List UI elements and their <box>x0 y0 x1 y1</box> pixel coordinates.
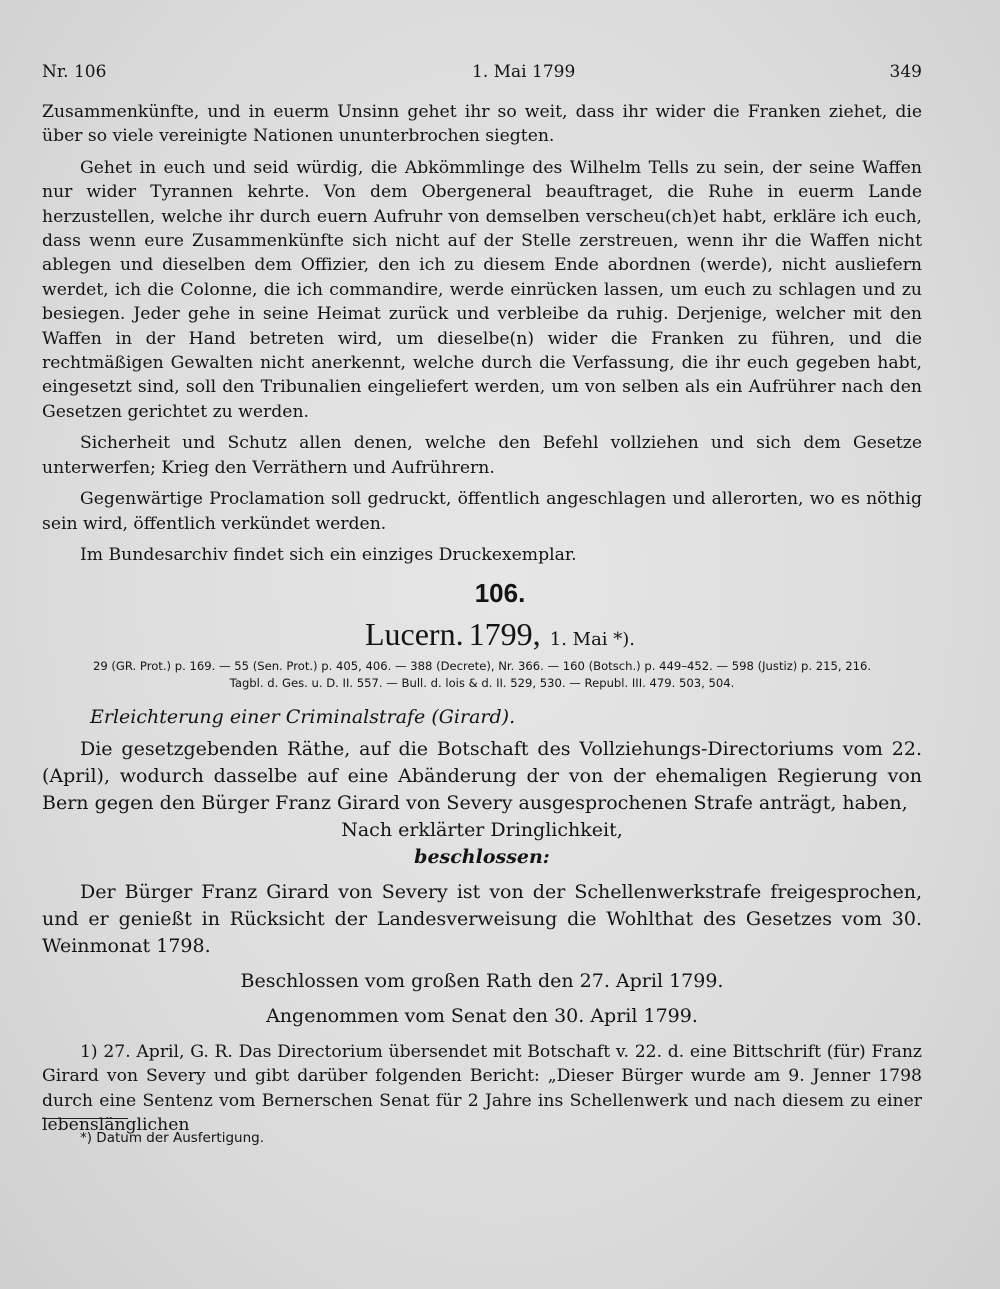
running-date: 1. Mai 1799 <box>472 62 576 82</box>
page-number: 349 <box>889 62 922 82</box>
closing-senate: Angenommen vom Senat den 30. April 1799. <box>266 1005 698 1027</box>
source-line: 29 (GR. Prot.) p. 169. — 55 (Sen. Prot.) p. 405, 406. — 388 (Decrete), Nr. 366. — 160 (Botsch.) p. 449–452. — 598 (Justiz) p. 215, 216. <box>92 659 872 673</box>
paragraph: Gegenwärtige Proclamation soll gedruckt, öffentlich angeschlagen und allerorten, wo es nöthig sein wird, öffentlich verkündet werden. <box>42 489 922 534</box>
footnote: *) Datum der Ausfertigung. <box>80 1130 265 1146</box>
doc-reference: Nr. 106 <box>42 62 107 82</box>
editorial-notes <box>42 1040 922 1138</box>
closing-great-council: Beschlossen vom großen Rath den 27. April 1799. <box>240 970 724 992</box>
decision: Der Bürger Franz Girard von Severy ist von der Schellenwerkstrafe freigesprochen, und er genießt in Rücksicht der Landesverweisung die Wohlthat des Gesetzes vom 30. Weinmonat 1798. <box>42 881 922 957</box>
resolved-line: beschlossen: <box>414 846 550 868</box>
document-year: 1799, <box>468 616 541 652</box>
document-place: Lucern. <box>364 616 464 652</box>
document-date: 1. Mai *). <box>549 629 636 650</box>
preamble: Die gesetzgebenden Räthe, auf die Botschaft des Vollziehungs-Directoriums vom 22. (April), wodurch dasselbe auf eine Abänderung der von der ehemaligen Regierung von Bern gegen den Bürger Franz Girard von Severy ausgesprochenen Strafe anträgt, haben, <box>42 738 922 814</box>
document-subject: Erleichterung einer Criminalstrafe (Girard). <box>90 706 516 728</box>
paragraph: Sicherheit und Schutz allen denen, welche den Befehl vollziehen und sich dem Gesetze unterwerfen; Krieg den Verräthern und Aufrührern. <box>42 433 922 478</box>
source-line: Tagbl. d. Ges. u. D. II. 557. — Bull. d. lois & d. II. 529, 530. — Republ. III. 479. 503, 504. <box>229 676 735 690</box>
document-heading <box>0 616 1000 653</box>
source-references <box>42 658 922 692</box>
note: 1) 27. April, G. R. Das Directorium übersendet mit Botschaft v. 22. d. eine Bittschrift (für) Franz Girard von Severy und gibt darüber folgenden Bericht: „Dieser Bürger wurde am 9. Jenner 1798 durch eine Sentenz vom Bernerschen Senat für 2 Jahre ins Schellenwerk und nach diesem zu einer lebenslänglichen <box>42 1042 922 1136</box>
paragraph: Zusammenkünfte, und in euerm Unsinn gehet ihr so weit, dass ihr wider die Franken ziehet, die über so viele vereinigte Nationen ununterbrochen siegten. <box>42 102 922 147</box>
paragraph: Gehet in euch und seid würdig, die Abkömmlinge des Wilhelm Tells zu sein, der seine Waffen nur wider Tyrannen kehrte. Von dem Obergeneral beauftraget, die Ruhe in euerm Lande herzustellen, welche ihr durch euern Aufruhr von demselben verscheu(ch)et habt, erkläre ich euch, dass wenn eure Zusammenkünfte sich nicht auf der Stelle zerstreuen, wenn ihr die Waffen nicht ablegen und dieselben dem Offizier, den ich zu diesem Ende abordnen (werde), nicht ausliefern werdet, ich die Colonne, die ich commandire, werde einrücken lassen, um euch zu schlagen und zu besiegen. Jeder gehe in seine Heimat zurück und verbleibe da ruhig. Derjenige, welcher mit den Waffen in der Hand betreten wird, um dieselbe(n) wider die Franken zu führen, und die rechtmäßigen Gewalten nicht anerkennt, welche durch die Verfassung, die ihr euch gegeben habt, eingesetzt sind, soll den Tribunalien eingeliefert werden, um von selben als ein Aufrührer nach den Gesetzen gerichtet zu werden. <box>42 157 922 422</box>
footnote-divider <box>42 1118 128 1119</box>
running-head <box>42 62 922 84</box>
document-number: 106. <box>474 578 526 608</box>
previous-document-text <box>42 100 922 574</box>
urgency-line: Nach erklärter Dringlichkeit, <box>341 819 623 841</box>
document-body <box>42 736 922 1030</box>
paragraph: Im Bundesarchiv findet sich ein einziges Druckexemplar. <box>80 544 577 565</box>
